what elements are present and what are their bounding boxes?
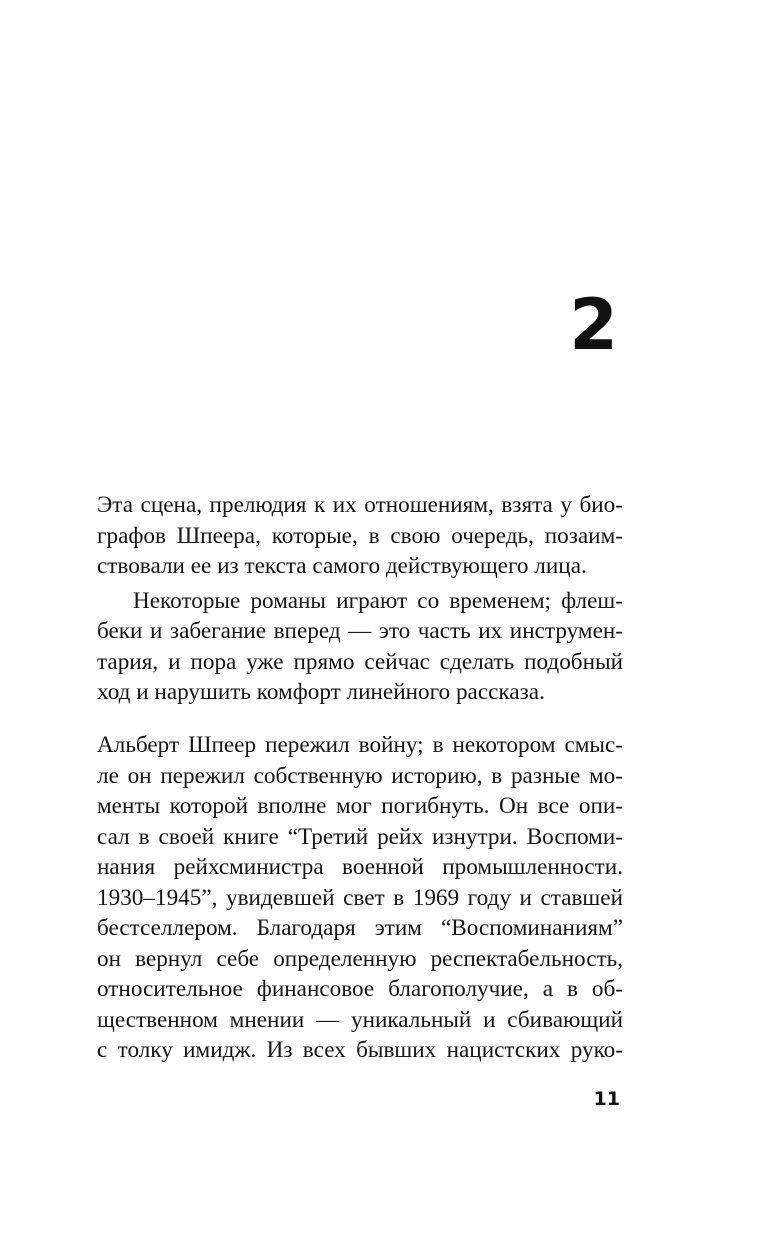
text-line: бестселлером. Благодаря этим “Воспоминаниям” bbox=[97, 915, 623, 941]
page-number: 11 bbox=[593, 1088, 620, 1110]
text-line: тария, и пора уже прямо сейчас сделать подобный bbox=[97, 648, 623, 675]
text-line: он вернул себе определенную респектабельность, bbox=[97, 945, 623, 972]
paragraph-2 bbox=[97, 586, 623, 708]
text-block-upper bbox=[97, 490, 623, 708]
paragraph-1 bbox=[97, 490, 623, 582]
text-line: ход и нарушить комфорт линейного рассказа. bbox=[97, 679, 545, 705]
text-line: Эта сцена, прелюдия к их отношениям, взята у био- bbox=[97, 492, 623, 518]
text-line: беки и забегание вперед — это часть их инструмен- bbox=[97, 618, 623, 644]
text-line: с толку имидж. Из всех бывших нацистских руко- bbox=[97, 1037, 623, 1063]
text-line: сал в своей книге “Третий рейх изнутри. Воспоми- bbox=[97, 823, 623, 850]
text-line: менты которой вполне мог погибнуть. Он все опи- bbox=[97, 793, 623, 819]
text-line: Альберт Шпеер пережил войну; в некотором смыс- bbox=[97, 732, 623, 758]
text-line: ствовали ее из текста самого действующего лица. bbox=[97, 553, 587, 579]
paragraph-3 bbox=[97, 730, 623, 1066]
text-block-lower bbox=[97, 730, 623, 1066]
text-line: 1930–1945”, увидевшей свет в 1969 году и ставшей bbox=[97, 884, 623, 911]
chapter-number: 2 bbox=[569, 284, 618, 366]
text-line: Некоторые романы играют со временем; флеш- bbox=[133, 587, 623, 614]
text-line: относительное финансовое благополучие, а в об- bbox=[97, 976, 623, 1002]
text-line: нания рейхсминистра военной промышленности. bbox=[97, 854, 623, 880]
text-line: ле он пережил собственную историю, в разные мо- bbox=[97, 762, 623, 789]
text-line: щественном мнении — уникальный и сбивающий bbox=[97, 1006, 623, 1033]
text-line: графов Шпеера, которые, в свою очередь, позаим- bbox=[97, 522, 623, 549]
